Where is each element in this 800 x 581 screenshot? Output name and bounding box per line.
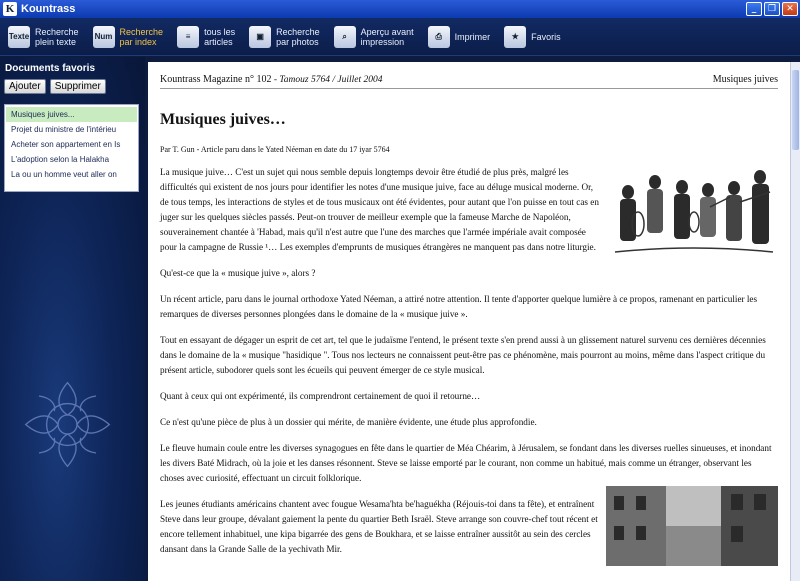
toolbar-search-photos-button[interactable] <box>249 26 320 48</box>
maximize-button[interactable]: ❐ <box>764 2 780 16</box>
article-paragraph: Le fleuve humain coule entre les diverses synagogues en fête dans le quartier de Méa Chéarim, à Jérusalem, se fondant dans les diverses ruelles sinueuses, et inondant les divers Baté Midrach, où la joie et les danses résonnent. Steve se laisse emporté par le courant, non comme un habitué, mais comme un étranger, observant les choses avec curiosité, effectuant un circuit folklorique. <box>160 443 772 483</box>
window-titlebar <box>0 0 800 18</box>
issue-date: - Tamouz 5764 / Juillet 2004 <box>271 75 383 85</box>
toolbar-print-button[interactable] <box>428 26 491 48</box>
street-photo <box>606 486 778 566</box>
sidebar-title: Documents favoris <box>5 63 96 74</box>
article-header <box>160 62 778 89</box>
toolbar-label: Recherche plein texte <box>35 26 79 47</box>
article-paragraph: Tout en essayant de dégager un esprit de cet art, tel que le judaïsme l'entend, le présent texte s'en prend aussi à un glissement naturel survenu ces dernières décennies dans le domaine de la « musique "hasidique ". Tous nos lecteurs ne connaissent peut-être pas ce phénomène, mais pourront au moins, même dans l'aspect critique du présent article, subodorer quels sont les écueils qui peuvent émerger de ce style musical. <box>160 335 766 375</box>
vertical-scrollbar[interactable] <box>790 62 800 581</box>
favorite-item[interactable]: Projet du ministre de l'intérieu <box>11 125 117 134</box>
remove-favorite-button[interactable]: Supprimer <box>50 79 106 94</box>
favorite-item[interactable]: La ou un homme veut aller on <box>11 170 117 179</box>
favorite-item[interactable]: Musiques juives... <box>6 107 137 122</box>
toolbar-all-articles-button[interactable] <box>177 26 235 48</box>
ornament-decoration <box>20 377 115 472</box>
toolbar-search-index-button[interactable] <box>93 26 164 48</box>
add-favorite-button[interactable]: Ajouter <box>4 79 46 94</box>
close-button[interactable]: ✕ <box>782 2 798 16</box>
favorite-item[interactable]: Acheter son appartement en Is <box>11 140 121 149</box>
all-articles-icon: ≡ <box>177 26 199 48</box>
app-icon: K <box>3 2 17 16</box>
minimize-button[interactable]: _ <box>746 2 762 16</box>
article-title: Musiques juives… <box>160 111 286 128</box>
toolbar-search-text-button[interactable] <box>8 26 79 48</box>
toolbar-favorites-button[interactable] <box>504 26 561 48</box>
musicians-illustration <box>610 152 778 265</box>
article-paragraph: Ce n'est qu'une pièce de plus à un dossier qui mérite, de manière évidente, une étude plus approfondie. <box>160 417 537 427</box>
toolbar-print-preview-button[interactable] <box>334 26 414 48</box>
favorites-icon: ★ <box>504 26 526 48</box>
toolbar-label: tous les articles <box>204 26 236 47</box>
toolbar-label: Aperçu avant impression <box>360 26 414 47</box>
scrollbar-thumb[interactable] <box>792 70 799 150</box>
favorites-sidebar <box>0 57 145 581</box>
toolbar-label: Recherche par photos <box>276 26 320 47</box>
print-preview-icon: ⌕ <box>334 26 356 48</box>
article-paragraph: La musique juive… C'est un sujet qui nous semble depuis longtemps devoir être étudié de plus près, malgré les difficultés qui existent de nos jours pour identifier les notes d'une musique juive, face au déluge musical moderne. Or, de tous temps, les interactions de styles et de tous musicaux ont été évidentes, pour autant que l'on puisse en tout cas en juger sur les quelques siècles passés. Peut-on trouver de meilleur exemple que la fameuse Marche de Napoléon, souverainement chantée à 'Habad, mais qu'il n'est autre que l'une des marches que l'armée impériale avait composée pour la campagne de Russie ¹… Les exemples d'emprunts de musiques étrangères ne manquent pas dans notre liturgie. <box>160 167 599 252</box>
magazine-name: Kountrass Magazine n° 102 <box>160 74 272 85</box>
favorites-list[interactable] <box>4 104 139 192</box>
article-paragraph: Qu'est-ce que la « musique juive », alors ? <box>160 268 316 278</box>
article-viewer <box>148 62 790 581</box>
article-byline: Par T. Gun - Article paru dans le Yated Néeman en date du 17 iyar 5764 <box>160 145 390 154</box>
search-index-icon: Num <box>93 26 115 48</box>
print-icon: ⎙ <box>428 26 450 48</box>
article-paragraph: Les jeunes étudiants américains chantent avec fougue Wesama'hta be'haguékha (Réjouis-toi dans ta fête), et entraînent Steve dans leur groupe, dévalant gaiement la pente du quartier Beth Israël. Steve arrange son couvre-chef tout récent et encore tellement inhabituel, une kipa bigarrée des gens de Boukhara, et se laisse entraîner aussitôt au sein des cercles dansant dans la Grande Salle de la yechivath Mir. <box>160 499 598 554</box>
article-paragraph: Un récent article, paru dans le journal orthodoxe Yated Néeman, a attiré notre attention. Il tente d'apporter quelque lumière à ce propos, ramenant en particulier les remarques de diverses personnes plongées dans le domaine de la « musique juive ». <box>160 294 758 319</box>
search-text-icon: Texte <box>8 26 30 48</box>
main-toolbar <box>0 18 800 56</box>
section-title: Musiques juives <box>712 74 778 85</box>
toolbar-label: Favoris <box>531 31 561 42</box>
favorite-item[interactable]: L'adoption selon la Halakha <box>11 155 110 164</box>
window-title: Kountrass <box>21 3 76 15</box>
search-photos-icon: ▣ <box>249 26 271 48</box>
article-paragraph: Quant à ceux qui ont expérimenté, ils comprendront certainement de quoi il retourne… <box>160 391 481 401</box>
toolbar-label: Recherche par index <box>119 26 164 47</box>
toolbar-label: Imprimer <box>454 31 491 42</box>
